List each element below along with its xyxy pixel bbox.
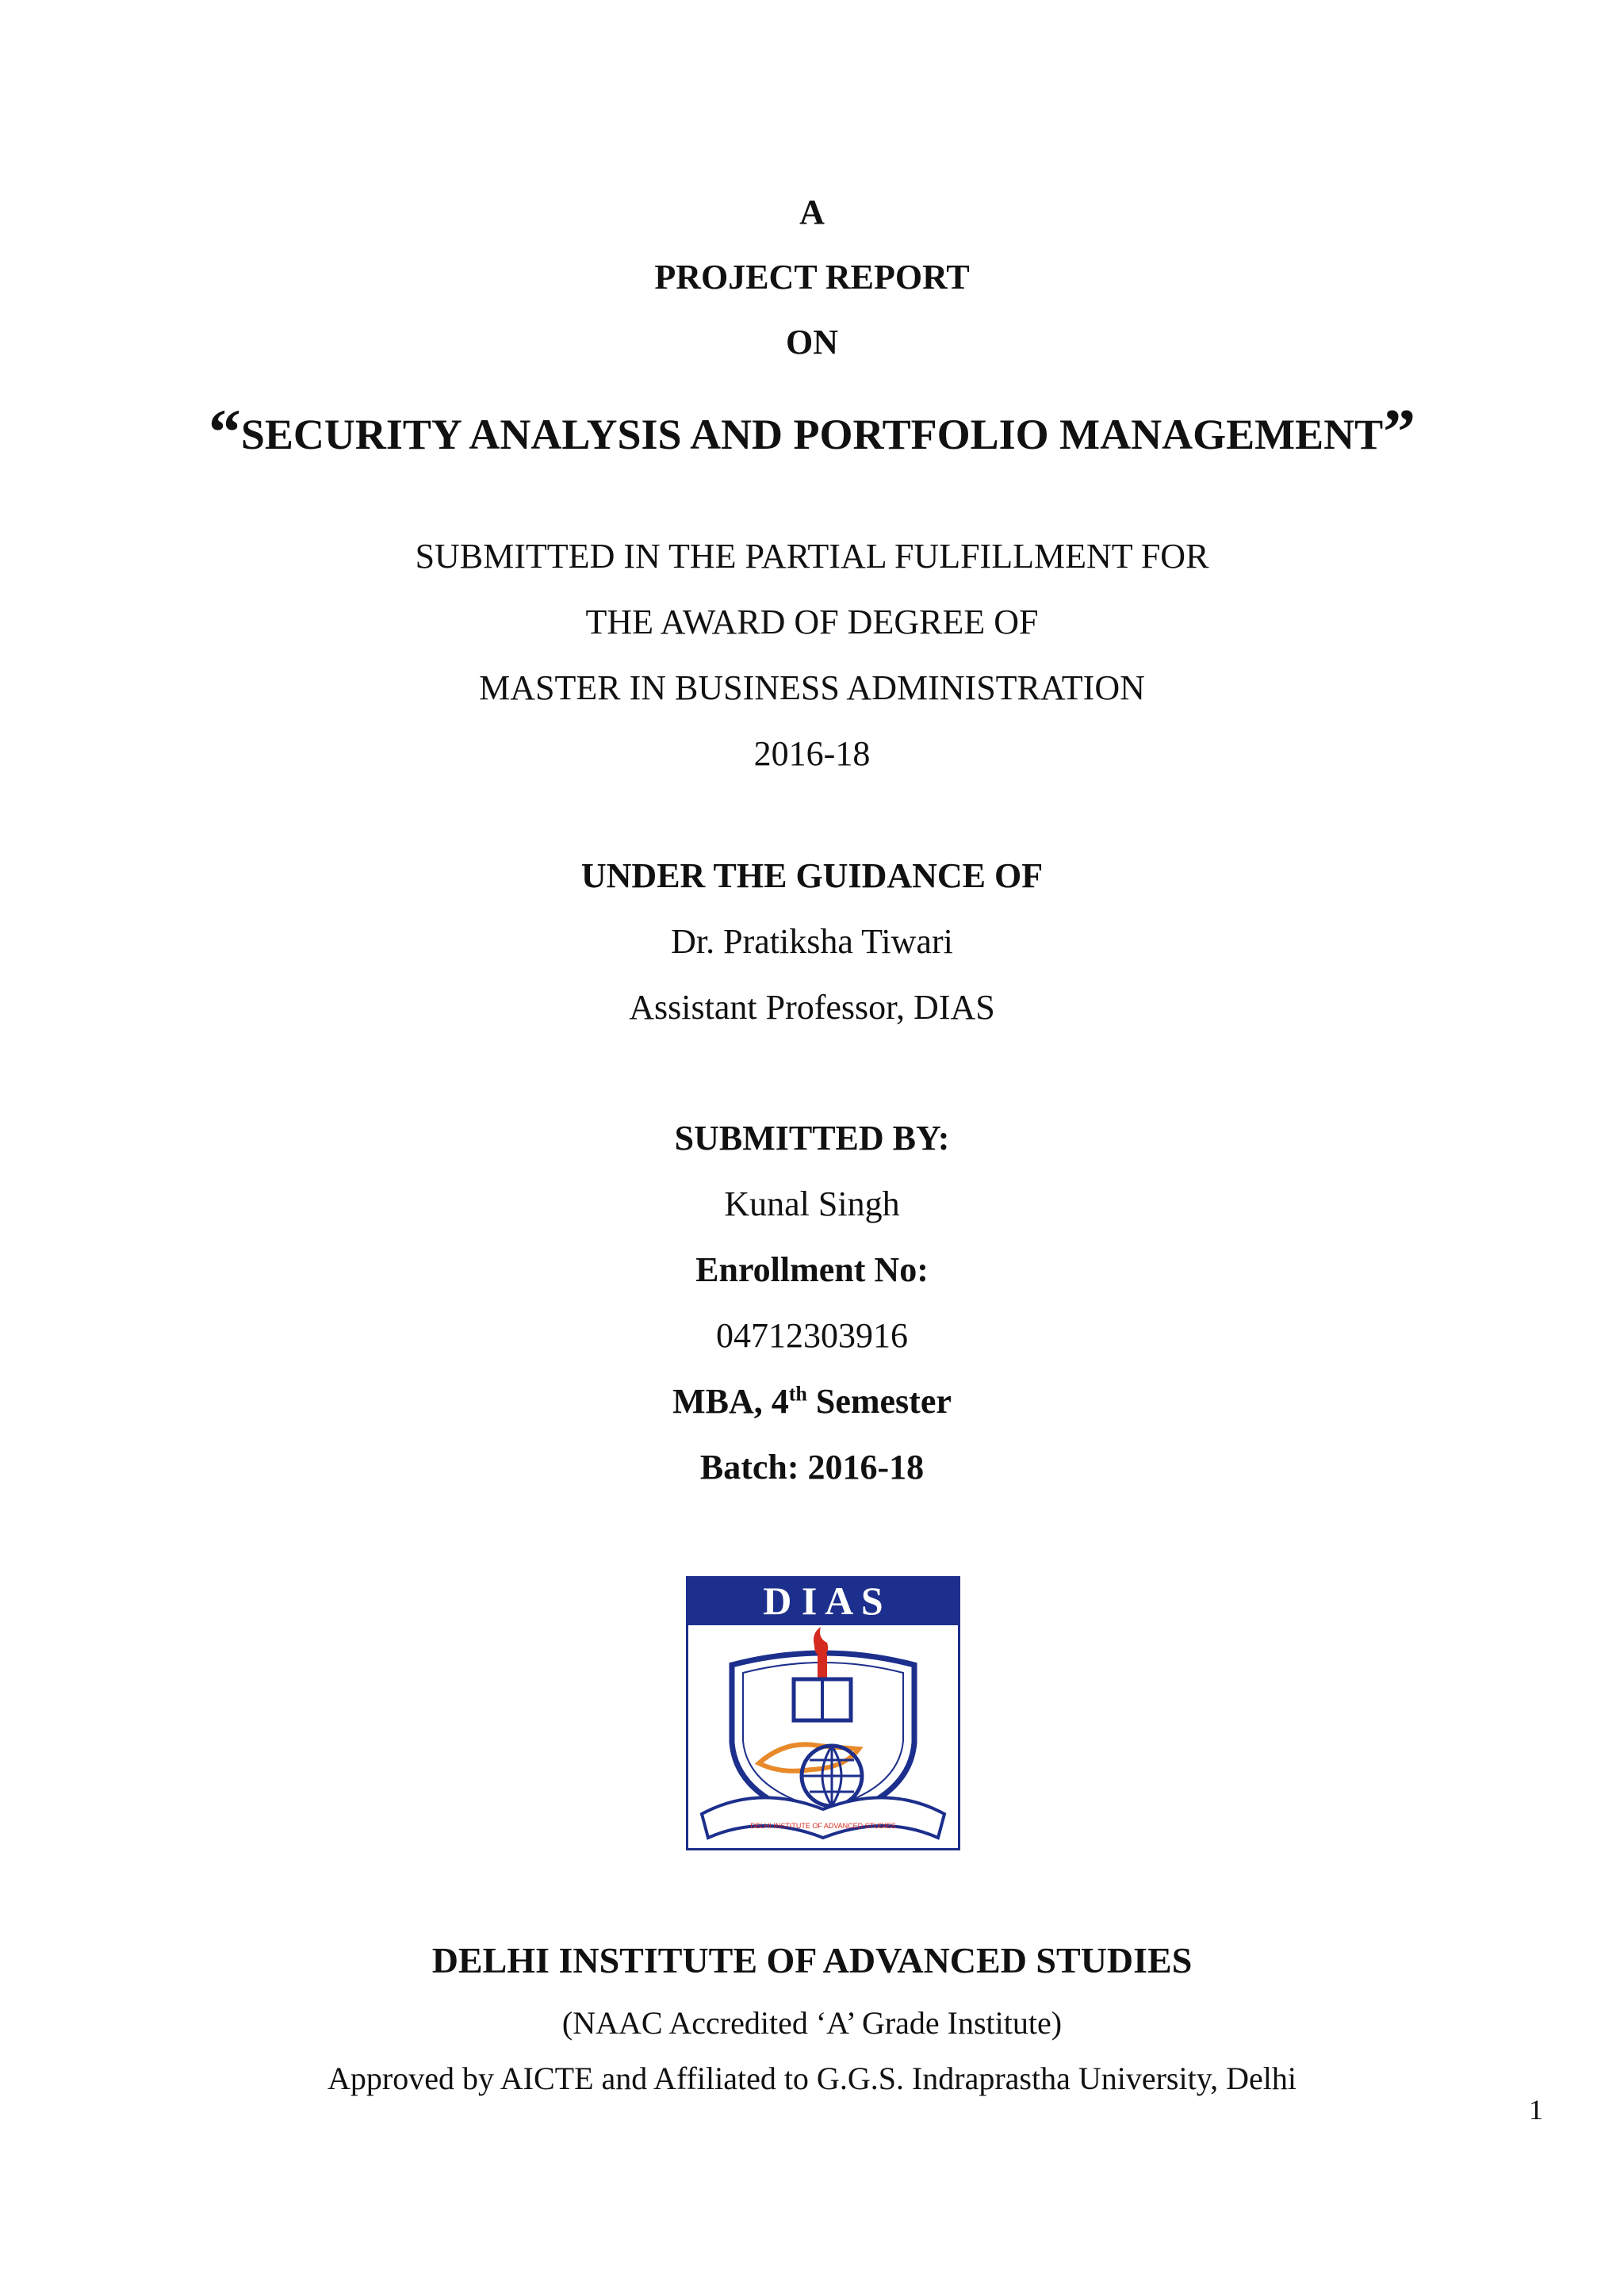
enrollment-number: 04712303916	[716, 1316, 908, 1355]
guide-name: Dr. Pratiksha Tiwari	[671, 922, 953, 961]
semester-superscript: th	[788, 1382, 807, 1406]
submission-line-3: MASTER IN BUSINESS ADMINISTRATION	[479, 668, 1145, 707]
submission-year: 2016-18	[753, 734, 871, 773]
page-number: 1	[1529, 2094, 1543, 2126]
logo-letters: D I A S	[763, 1578, 883, 1623]
guidance-heading: UNDER THE GUIDANCE OF	[580, 856, 1044, 895]
line-a: A	[799, 193, 825, 232]
institute-accreditation: (NAAC Accredited ‘A’ Grade Institute)	[561, 2005, 1063, 2041]
batch-line: Batch: 2016-18	[699, 1448, 925, 1487]
logo-motto: DELHI INSTITUTE OF ADVANCED STUDIES	[750, 1822, 896, 1830]
semester-line	[0, 1384, 1624, 1419]
semester-prefix: MBA, 4	[672, 1382, 789, 1421]
submitted-by-heading: SUBMITTED BY:	[674, 1119, 950, 1158]
report-title	[0, 395, 1624, 468]
enrollment-label: Enrollment No:	[695, 1250, 929, 1289]
project-report-label: PROJECT REPORT	[654, 258, 970, 297]
title-close-quote: ”	[1383, 396, 1416, 468]
student-name: Kunal Singh	[724, 1184, 900, 1223]
institute-affiliation: Approved by AICTE and Affiliated to G.G.S. Indraprastha University, Delhi	[327, 2061, 1297, 2096]
institute-name: DELHI INSTITUTE OF ADVANCED STUDIES	[431, 1940, 1193, 1980]
semester-suffix: Semester	[806, 1382, 952, 1421]
title-text: SECURITY ANALYSIS AND PORTFOLIO MANAGEMENT	[240, 411, 1384, 458]
submission-line-1: SUBMITTED IN THE PARTIAL FULFILLMENT FOR	[415, 537, 1209, 576]
on-label: ON	[786, 323, 838, 362]
submission-line-2: THE AWARD OF DEGREE OF	[585, 603, 1039, 641]
guide-designation: Assistant Professor, DIAS	[629, 988, 995, 1027]
torch-icon	[818, 1654, 827, 1679]
dias-logo	[686, 1576, 960, 1850]
title-open-quote: “	[208, 396, 241, 468]
